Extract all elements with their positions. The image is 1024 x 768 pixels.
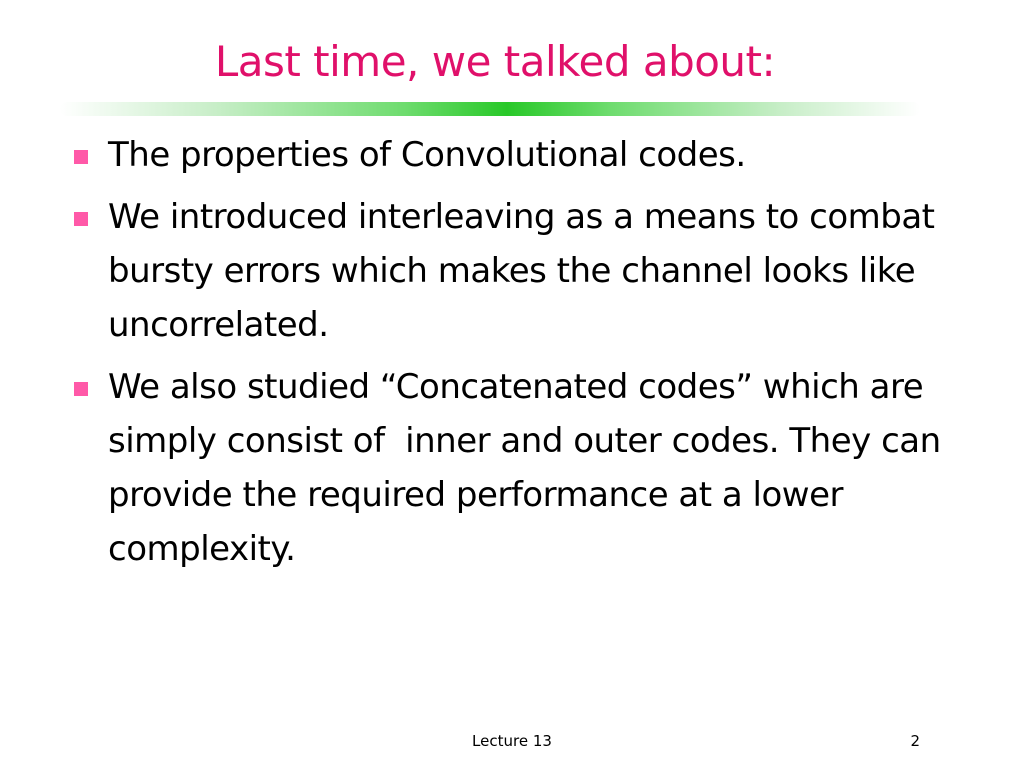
bullet-item (72, 360, 952, 576)
title-divider (60, 102, 920, 116)
page-number: 2 (910, 732, 920, 750)
bullet-text: We introduced interleaving as a means to combat bursty errors which makes the channel looks like uncorrelated. (108, 197, 935, 345)
bullet-item (72, 128, 952, 182)
bullet-text: We also studied “Concatenated codes” which are simply consist of inner and outer codes. They can provide the required performance at a lower complexity. (108, 367, 941, 569)
bullet-item (72, 190, 952, 352)
bullet-list (72, 128, 952, 584)
square-bullet-icon (74, 150, 88, 164)
square-bullet-icon (74, 382, 88, 396)
square-bullet-icon (74, 212, 88, 226)
footer-lecture-label: Lecture 13 (472, 732, 552, 750)
slide-title: Last time, we talked about: (214, 37, 776, 86)
bullet-text: The properties of Convolutional codes. (108, 135, 746, 175)
